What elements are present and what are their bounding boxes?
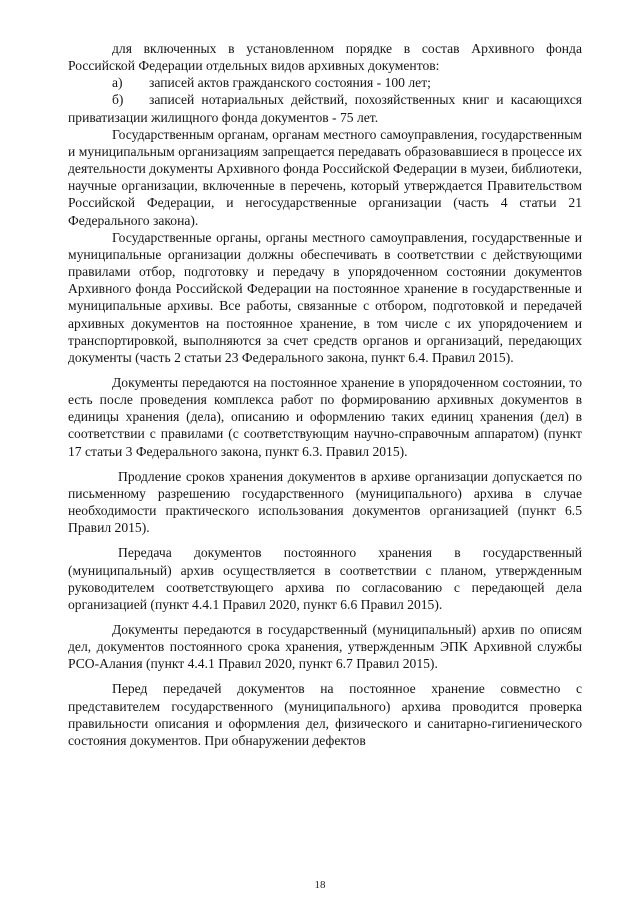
list-marker: а) <box>112 75 123 91</box>
paragraph-spacer <box>68 460 582 468</box>
paragraph-inventory-transfer: Документы передаются в государственный (муниципальный) архив по описям дел, документов постоянного срока хранения, утвержденным ЭПК Архивной службы РСО-Алания (пункт 4.4.1 Правил 2020, пункт 6.7 Правил 2015). <box>68 622 582 672</box>
list-item-text: записей актов гражданского состояния - 100 лет; <box>149 75 431 91</box>
paragraph-pre-transfer-check: Перед передачей документов на постоянное хранение совместно с представителем государственного (муниципального) архива проводится проверка правильности описания и оформления дел, физического и санитарно-гигиенического состояния документов. При обнаружении дефектов <box>68 681 582 748</box>
list-marker: б) <box>112 92 124 108</box>
paragraph-archive-fund-continuation: для включенных в установленном порядке в состав Архивного фонда Российской Федерации отдельных видов архивных документов: <box>68 41 582 74</box>
paragraph-spacer <box>68 672 582 680</box>
paragraph-ordered-state: Документы передаются на постоянное хранение в упорядоченном состоянии, то есть после проведения комплекса работ по формированию архивных документов в единицы хранения (дела), описанию и оформлению таких единиц хранения (дел) в соответствии с правилами (с соответствующим научно-справочным аппаратом) (пункт 17 статьи 3 Федерального закона, пункт 6.3. Правил 2015). <box>68 374 582 459</box>
paragraph-spacer <box>68 613 582 621</box>
document-page <box>68 40 582 749</box>
list-item-text: записей нотариальных действий, похозяйственных книг и касающихся приватизации жилищного фонда документов - 75 лет. <box>68 92 582 125</box>
list-item-civil-records <box>68 74 582 91</box>
page-number: 18 <box>314 879 326 891</box>
list-item-notarial-records <box>68 91 582 125</box>
paragraph-storage-extension: Продление сроков хранения документов в архиве организации допускается по письменному разрешению государственного (муниципального) архива в случае необходимости практического использования документов организацией (пункт 6.5 Правил 2015). <box>68 468 582 536</box>
paragraph-transfer-obligations: Государственные органы, органы местного самоуправления, государственные и муниципальные организации должны обеспечивать в соответствии с действующими правилами отбор, подготовку и передачу в упорядоченном состоянии документов Архивного фонда Российской Федерации на постоянное хранение в государственные и муниципальные архивы. Все работы, связанные с отбором, подготовкой и передачей архивных документов на постоянное хранение, в том числе с их упорядочением и транспортировкой, выполняются за счет средств органов и организаций, передающих документы (часть 2 статьи 23 Федерального закона, пункт 6.4. Правил 2015). <box>68 229 582 365</box>
paragraph-spacer <box>68 366 582 374</box>
paragraph-spacer <box>68 536 582 544</box>
paragraph-transfer-plan: Передача документов постоянного хранения в государственный (муниципальный) архив осуществляется в соответствии с планом, утвержденным руководителем соответствующего архива по согласованию с передающей дела организацией (пункт 4.4.1 Правил 2020, пункт 6.6 Правил 2015). <box>68 545 582 612</box>
paragraph-transfer-prohibition: Государственным органам, органам местного самоуправления, государственным и муниципальным организациям запрещается передавать образовавшиеся в процессе их деятельности документы Архивного фонда Российской Федерации в музеи, библиотеки, научные организации, включенные в перечень, который утверждается Правительством Российской Федерации, и негосударственные организации (часть 4 статьи 21 Федерального закона). <box>68 126 582 228</box>
